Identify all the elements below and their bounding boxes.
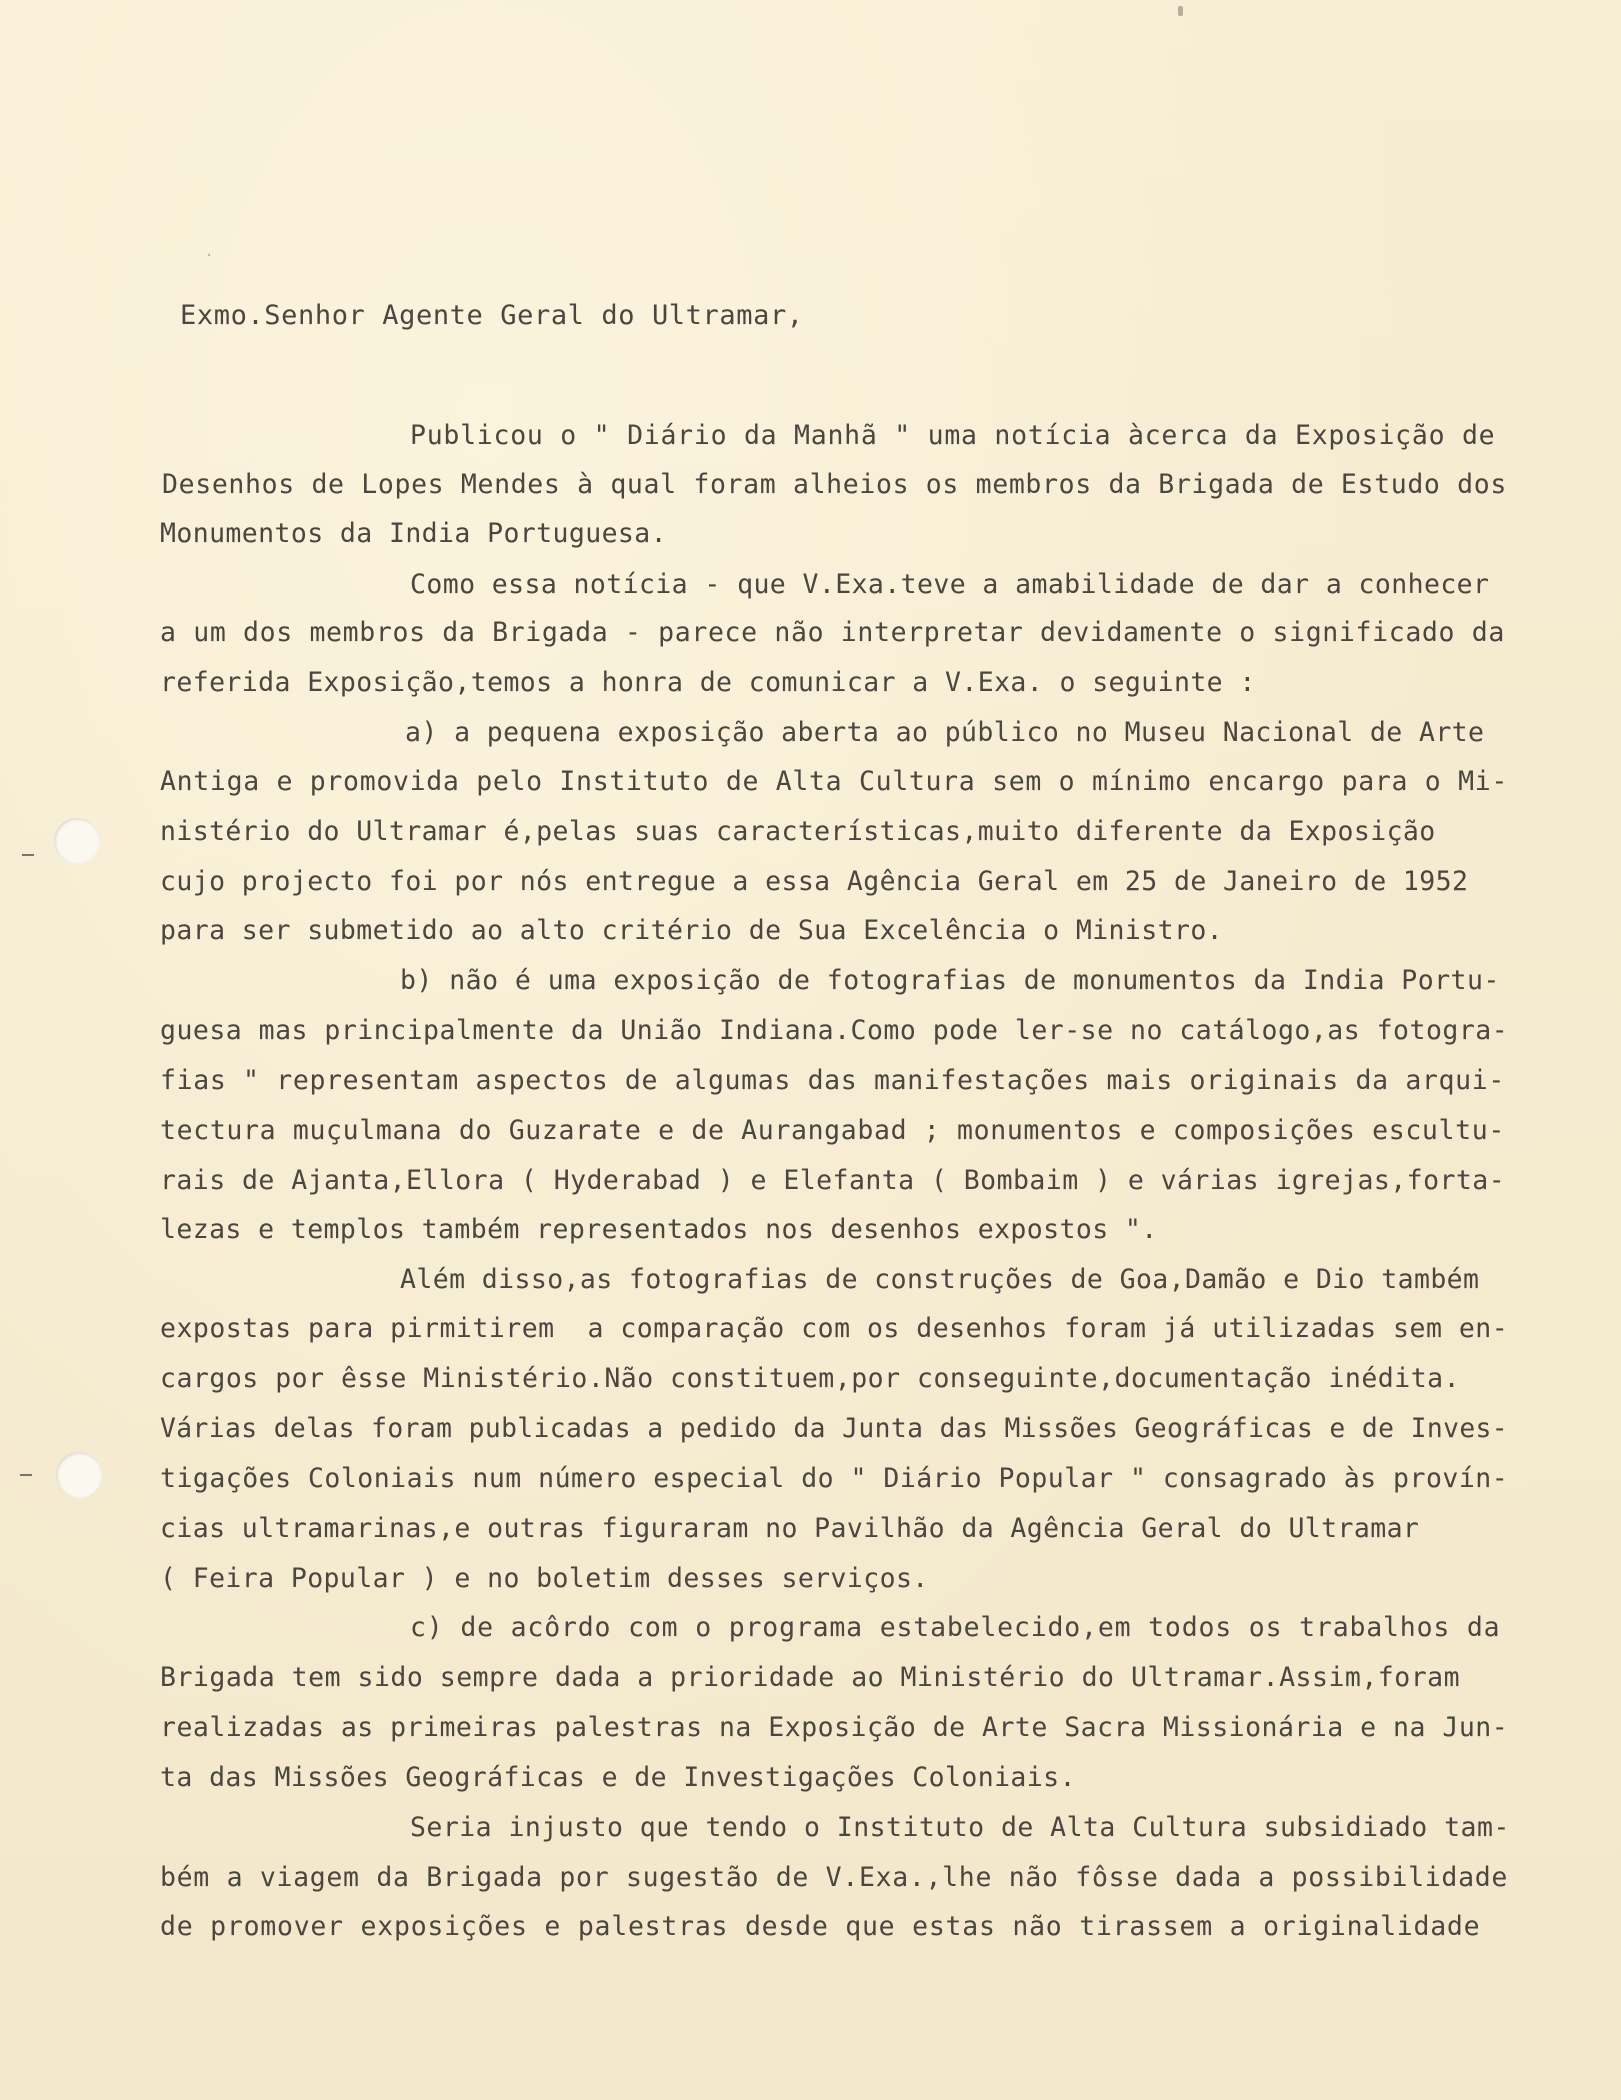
text-line: ( Feira Popular ) e no boletim desses serviços. [160,1563,929,1594]
stray-mark: · [205,248,214,264]
text-line: Publicou o " Diário da Manhã " uma notícia àcerca da Exposição de [410,420,1496,451]
text-line: cujo projecto foi por nós entregue a essa Agência Geral em 25 de Janeiro de 1952 [160,866,1469,897]
text-line: Brigada tem sido sempre dada a prioridade ao Ministério do Ultramar.Assim,foram [160,1662,1461,1693]
text-line: para ser submetido ao alto critério de Sua Excelência o Ministro. [160,915,1224,946]
text-line: Desenhos de Lopes Mendes à qual foram alheios os membros da Brigada de Estudo dos [162,469,1507,500]
punch-hole-bottom [56,1452,102,1498]
text-line: fias " representam aspectos de algumas das manifestações mais originais da arqui- [160,1065,1505,1096]
text-line: a um dos membros da Brigada - parece não interpretar devidamente o significado da [160,617,1505,648]
text-line: c) de acôrdo com o programa estabelecido,em todos os trabalhos da [410,1612,1501,1643]
text-line: a) a pequena exposição aberta ao público no Museu Nacional de Arte [405,717,1485,748]
text-line: tectura muçulmana do Guzarate e de Aurangabad ; monumentos e composições escultu- [160,1115,1505,1146]
text-line: nistério do Ultramar é,pelas suas características,muito diferente da Exposição [160,816,1436,847]
text-line: cias ultramarinas,e outras figuraram no Pavilhão da Agência Geral do Ultramar [160,1513,1420,1544]
text-line: b) não é uma exposição de fotografias de monumentos da India Portu- [400,965,1500,996]
punch-hole-top [54,818,100,864]
text-line: bém a viagem da Brigada por sugestão de V.Exa.,lhe não fôsse dada a possibilidade [160,1862,1508,1893]
text-line: Antiga e promovida pelo Instituto de Alta Cultura sem o mínimo encargo para o Mi- [160,766,1508,797]
text-line: de promover exposições e palestras desde que estas não tirassem a originalidade [160,1911,1481,1942]
text-line: Como essa notícia - que V.Exa.teve a amabilidade de dar a conhecer [410,569,1490,600]
text-line: cargos por êsse Ministério.Não constituem,por conseguinte,documentação inédita. [160,1363,1461,1394]
text-line: Além disso,as fotografias de construções de Goa,Damão e Dio também [400,1264,1480,1295]
text-line: guesa mas principalmente da União Indiana.Como pode ler-se no catálogo,as fotogra- [160,1015,1509,1046]
text-line: tigações Coloniais num número especial do " Diário Popular " consagrado às provín- [160,1463,1509,1494]
text-line: expostas para pirmitirem a comparação com os desenhos foram já utilizadas sem en- [160,1313,1509,1344]
margin-tick-top [22,854,34,856]
text-line: Várias delas foram publicadas a pedido da Junta das Missões Geográficas e de Inves- [160,1414,1509,1444]
text-line: realizadas as primeiras palestras na Exposição de Arte Sacra Missionária e na Jun- [160,1712,1509,1743]
text-line: lezas e templos também representados nos desenhos expostos ". [160,1214,1158,1245]
paper-mark [1178,6,1183,16]
text-line: referida Exposição,temos a honra de comunicar a V.Exa. o seguinte : [160,667,1256,698]
text-line: ta das Missões Geográficas e de Investigações Coloniais. [160,1762,1076,1793]
salutation: Exmo.Senhor Agente Geral do Ultramar, [180,300,804,331]
text-line: rais de Ajanta,Ellora ( Hyderabad ) e Elefanta ( Bombaim ) e várias igrejas,forta- [160,1165,1506,1196]
text-line: Seria injusto que tendo o Instituto de Alta Cultura subsidiado tam- [410,1812,1510,1843]
margin-tick-bottom [20,1474,32,1476]
text-line: Monumentos da India Portuguesa. [160,518,667,549]
